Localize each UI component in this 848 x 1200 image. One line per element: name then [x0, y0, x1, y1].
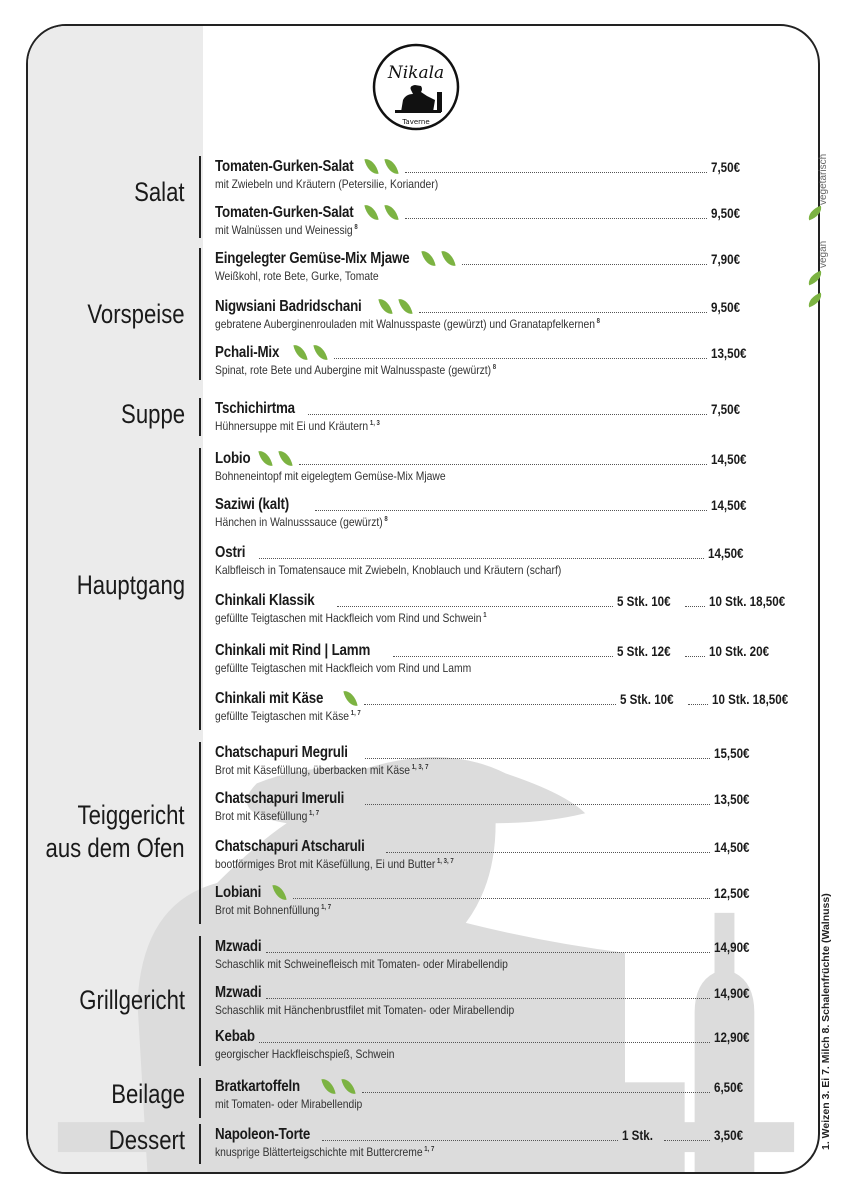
item-name: Pchali-Mix [215, 344, 280, 361]
item-description [215, 223, 358, 237]
item-description-text: Brot mit Käsefüllung [215, 809, 308, 823]
item-price: 15,50€ [714, 746, 750, 761]
item-description [215, 763, 428, 777]
menu-frame [26, 24, 820, 1174]
item-price: 7,50€ [711, 160, 741, 175]
item-name: Chinkali mit Rind | Lamm [215, 642, 371, 659]
item-price: 13,50€ [714, 792, 750, 807]
leader-dots [405, 172, 707, 173]
item-price: 9,50€ [711, 206, 741, 221]
leader-dots [259, 1042, 710, 1043]
leader-dots [293, 898, 710, 899]
item-price: 7,90€ [711, 252, 741, 267]
item-price: 10 Stk. 18,50€ [712, 692, 789, 707]
category-teiggericht-line2: aus dem Ofen [45, 833, 185, 863]
item-description-text: Schaschlik mit Schweinefleisch mit Tomaten- oder Mirabellendip [215, 957, 508, 971]
item-name: Tomaten-Gurken-Salat [215, 158, 354, 175]
leader-dots [362, 1092, 710, 1093]
allergen-marker: 8 [491, 364, 497, 371]
item-description-text: knusprige Blätterteigschichte mit Buttercreme [215, 1145, 423, 1159]
category-vorspeise: Vorspeise [87, 299, 185, 329]
leader-dots [308, 414, 707, 415]
item-price: 10 Stk. 18,50€ [709, 594, 786, 609]
allergen-marker: 1, 3, 7 [435, 858, 454, 865]
item-price: 14,50€ [714, 840, 750, 855]
item-price-small: 5 Stk. 10€ [620, 692, 674, 707]
category-beilage: Beilage [111, 1079, 185, 1109]
leader-dots [365, 758, 710, 759]
divider [199, 1078, 201, 1118]
leader-dots [337, 606, 613, 607]
item-price: 14,50€ [711, 498, 747, 513]
item-description-text: Brot mit Käsefüllung, überbacken mit Käse [215, 763, 411, 777]
item-name: Ostri [215, 544, 246, 561]
item-name: Tomaten-Gurken-Salat [215, 204, 354, 221]
allergen-marker: 1, 3, 7 [410, 764, 429, 771]
leader-dots [266, 952, 710, 953]
item-description [215, 1145, 434, 1159]
logo [371, 42, 461, 132]
item-description [215, 515, 388, 529]
item-description-text: Weißkohl, rote Bete, Gurke, Tomate [215, 269, 379, 283]
item-name: Bratkartoffeln [215, 1078, 300, 1095]
allergen-marker: 1, 7 [349, 710, 361, 717]
item-name: Chatschapuri Megruli [215, 744, 348, 761]
item-price: 12,90€ [714, 1030, 750, 1045]
category-teiggericht-line1: Teiggericht [77, 800, 185, 830]
item-name: Kebab [215, 1028, 255, 1045]
leader-dots [685, 606, 705, 607]
item-description [215, 903, 331, 917]
item-price: 10 Stk. 20€ [709, 644, 770, 659]
item-description-text: Schaschlik mit Hänchenbrustfilet mit Tomaten- oder Mirabellendip [215, 1003, 515, 1017]
item-name: Mzwadi [215, 984, 262, 1001]
item-description-text: Brot mit Bohnenfüllung [215, 903, 320, 917]
allergen-marker: 1, 7 [422, 1146, 435, 1153]
item-price: 7,50€ [711, 402, 741, 417]
leader-dots [334, 358, 707, 359]
item-description-text: gebratene Auberginenrouladen mit Walnusspaste (gewürzt) und Granatapfelkernen [215, 317, 595, 331]
allergen-legend: 1. Weizen 3. Ei 7. Milch 8. Schalenfrüchte (Walnuss) [820, 893, 832, 1150]
item-description-text: gefüllte Teigtaschen mit Hackfleich vom Rind und Lamm [215, 661, 472, 675]
allergen-marker: 1, 3 [368, 420, 380, 427]
item-price: 14,50€ [708, 546, 744, 561]
item-description [215, 1047, 395, 1061]
item-description-text: gefüllte Teigtaschen mit Hackfleich vom Rind und Schwein [215, 611, 482, 625]
item-description-text: mit Tomaten- oder Mirabellendip [215, 1097, 363, 1111]
item-description [215, 469, 446, 483]
leader-dots [315, 510, 707, 511]
item-price: 14,90€ [714, 940, 750, 955]
leader-dots [365, 804, 710, 805]
item-description-text: Bohneneintopf mit eigelegtem Gemüse-Mix Mjawe [215, 469, 446, 483]
item-description-text: Kalbfleisch in Tomatensauce mit Zwiebeln, Knoblauch und Kräutern (scharf) [215, 563, 562, 577]
leader-dots [386, 852, 710, 853]
allergen-marker: 1, 7 [307, 810, 320, 817]
item-name: Napoleon-Torte [215, 1126, 311, 1143]
item-description [215, 611, 487, 625]
allergen-marker: 8 [382, 516, 388, 523]
item-description [215, 269, 379, 283]
item-description-text: mit Zwiebeln und Kräutern (Petersilie, Koriander) [215, 177, 439, 191]
leader-dots [462, 264, 707, 265]
logo-subtitle: Taverne [402, 118, 430, 126]
item-name: Eingelegter Gemüse-Mix Mjawe [215, 250, 410, 267]
leader-dots [322, 1140, 618, 1141]
item-name: Nigwsiani Badridschani [215, 298, 362, 315]
item-description [215, 809, 319, 823]
item-price-small: 1 Stk. [622, 1128, 653, 1143]
item-description [215, 957, 508, 971]
item-price: 6,50€ [714, 1080, 744, 1095]
leader-dots [405, 218, 707, 219]
item-description-text: mit Walnüssen und Weinessig [215, 223, 353, 237]
item-description [215, 363, 496, 377]
item-price: 14,50€ [711, 452, 747, 467]
item-description-text: georgischer Hackfleischspieß, Schwein [215, 1047, 395, 1061]
item-name: Lobio [215, 450, 251, 467]
logo-brand: Nikala [387, 63, 445, 83]
category-salat: Salat [134, 177, 185, 207]
leader-dots [664, 1140, 710, 1141]
item-description-text: bootförmiges Brot mit Käsefüllung, Ei und Butter [215, 857, 436, 871]
category-teiggericht [46, 799, 185, 865]
item-description [215, 709, 361, 723]
item-name: Mzwadi [215, 938, 262, 955]
divider [199, 742, 201, 924]
item-description-text: Spinat, rote Bete und Aubergine mit Walnusspaste (gewürzt) [215, 363, 492, 377]
item-description [215, 177, 438, 191]
legend-vegan: vegan [818, 240, 829, 268]
divider [199, 448, 201, 730]
item-description-text: Hühnersuppe mit Ei und Kräutern [215, 419, 369, 433]
item-price-small: 5 Stk. 10€ [617, 594, 671, 609]
leader-dots [364, 704, 616, 705]
divider [199, 1124, 201, 1164]
item-description [215, 1097, 362, 1111]
item-price: 14,90€ [714, 986, 750, 1001]
allergen-marker: 1, 7 [319, 904, 332, 911]
item-description-text: gefüllte Teigtaschen mit Käse [215, 709, 350, 723]
category-grillgericht: Grillgericht [79, 985, 185, 1015]
item-description [215, 563, 561, 577]
allergen-marker: 1 [481, 612, 487, 619]
leader-dots [688, 704, 708, 705]
leader-dots [266, 998, 710, 999]
allergen-marker: 8 [352, 224, 358, 231]
item-name: Chatschapuri Imeruli [215, 790, 345, 807]
item-price: 13,50€ [711, 346, 747, 361]
divider [199, 936, 201, 1066]
divider [199, 248, 201, 380]
leader-dots [299, 464, 707, 465]
item-description-text: Hänchen in Walnusssauce (gewürzt) [215, 515, 383, 529]
category-hauptgang: Hauptgang [76, 570, 185, 600]
legend-vegetarian: vegetarisch [818, 153, 829, 205]
item-description [215, 661, 471, 675]
leader-dots [259, 558, 704, 559]
allergen-marker: 8 [594, 318, 600, 325]
category-suppe: Suppe [120, 399, 185, 429]
item-description [215, 857, 454, 871]
item-name: Tschichirtma [215, 400, 295, 417]
category-dessert: Dessert [108, 1125, 185, 1155]
leader-dots [419, 312, 707, 313]
leader-dots [685, 656, 705, 657]
item-description [215, 1003, 514, 1017]
item-name: Lobiani [215, 884, 262, 901]
item-name: Chinkali Klassik [215, 592, 315, 609]
divider [199, 398, 201, 436]
item-description [215, 317, 600, 331]
item-price-small: 5 Stk. 12€ [617, 644, 671, 659]
item-name: Chinkali mit Käse [215, 690, 324, 707]
item-price: 12,50€ [714, 886, 750, 901]
item-description [215, 419, 380, 433]
item-name: Chatschapuri Atscharuli [215, 838, 365, 855]
divider [199, 156, 201, 238]
item-price: 3,50€ [714, 1128, 744, 1143]
leader-dots [393, 656, 613, 657]
item-name: Saziwi (kalt) [215, 496, 290, 513]
item-price: 9,50€ [711, 300, 741, 315]
